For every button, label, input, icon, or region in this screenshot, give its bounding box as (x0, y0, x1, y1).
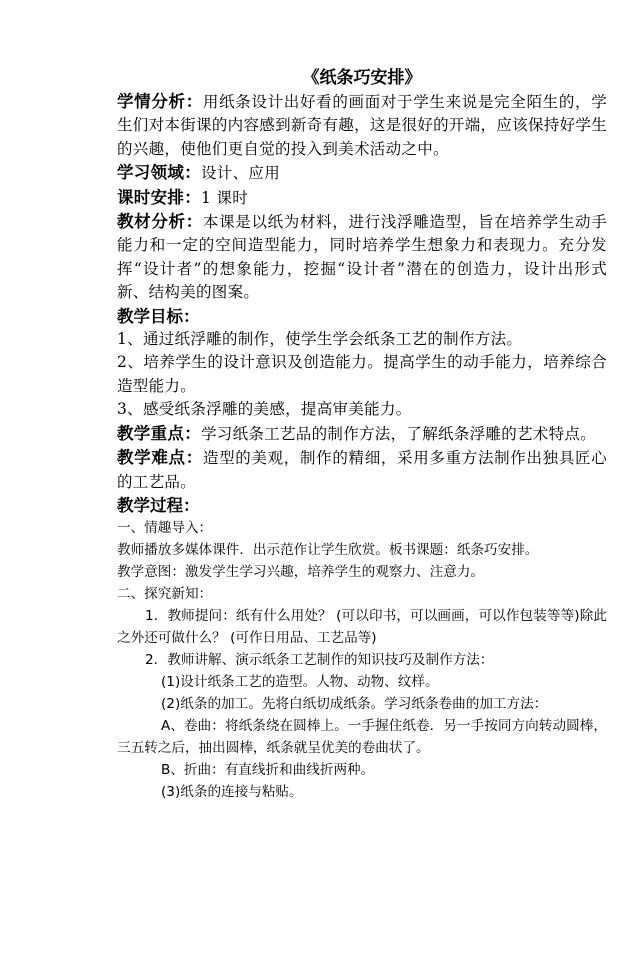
step1-intent: 教学意图：激发学生学习兴趣，培养学生的观察力、注意力。 (117, 564, 485, 581)
step2-sub-3: (3)纸条的连接与粘贴。 (161, 784, 303, 801)
situation-text: 用纸条设计出好看的画面对于学生来说是完全陌生的，学生们对本街课的内容感到新奇有趣，这是很好的开端，应该保持好学生的兴趣，使他们更自觉的投入到美术活动之中。 (117, 93, 607, 158)
goal-item-3: 3、感受纸条浮雕的美感，提高审美能力。 (117, 400, 412, 419)
step2-question-1: 1．教师提问：纸有什么用处？ (可以印书，可以画画，可以作包装等等)除此之外还可做什么？ (可作日用品、工艺品等) (117, 608, 607, 647)
step1-text: 教师播放多媒体课件．出示范作让学生欣赏。板书课题：纸条巧安排。 (117, 542, 539, 559)
goal-item-1: 1、通过纸浮雕的制作，使学生学会纸条工艺的制作方法。 (117, 330, 523, 349)
document-page (117, 66, 607, 803)
step2-item-a: A、卷曲：将纸条绕在圆棒上。一手握住纸卷．另一手按同方向转动圆棒，三五转之后，抽出圆棒，纸条就呈优美的卷曲状了。 (117, 718, 607, 757)
step2-item-b: B、折曲：有直线折和曲线折两种。 (161, 762, 375, 779)
goals-heading: 教学目标： (117, 306, 200, 326)
document-title: 《纸条巧安排》 (302, 68, 422, 88)
domain-paragraph (117, 161, 607, 185)
step2-question-2: 2．教师讲解、演示纸条工艺制作的知识技巧及制作方法： (145, 652, 494, 669)
key-point-label: 教学重点： (117, 423, 201, 443)
domain-text: 设计、应用 (201, 164, 281, 183)
step1-title: 一、情趣导入： (117, 520, 213, 537)
step2-sub-1: (1)设计纸条工艺的造型。人物、动物、纹样。 (161, 674, 439, 691)
key-point-paragraph (117, 422, 607, 446)
material-text: 本课是以纸为材料，进行浅浮雕造型，旨在培养学生动手能力和一定的空间造型能力，同时培养学生想象力和表现力。充分发挥“设计者”的想象能力，挖掘“设计者”潜在的创造力，设计出形式新、结构美的图案。 (117, 213, 607, 302)
difficulty-text: 造型的美观，制作的精细，采用多重方法制作出独具匠心的工艺品。 (117, 449, 607, 491)
step2-sub-2: (2)纸条的加工。先将白纸切成纸条。学习纸条卷曲的加工方法： (161, 696, 548, 713)
hours-paragraph (117, 186, 607, 210)
goal-item-2: 2、培养学生的设计意识及创造能力。提高学生的动手能力，培养综合造型能力。 (117, 353, 607, 395)
situation-label: 学情分析： (117, 92, 203, 111)
process-heading: 教学过程： (117, 495, 200, 515)
material-paragraph (117, 210, 607, 305)
difficulty-paragraph (117, 446, 607, 494)
difficulty-label: 教学难点： (117, 448, 203, 468)
step2-title: 二、探究新知： (117, 586, 213, 603)
key-point-text: 学习纸条工艺品的制作方法，了解纸条浮雕的艺术特点。 (201, 424, 597, 443)
hours-text: 1 课时 (201, 188, 248, 207)
material-label: 教材分析： (117, 212, 203, 232)
domain-label: 学习领域： (117, 163, 201, 183)
hours-label: 课时安排： (117, 187, 201, 207)
situation-paragraph (117, 90, 607, 161)
